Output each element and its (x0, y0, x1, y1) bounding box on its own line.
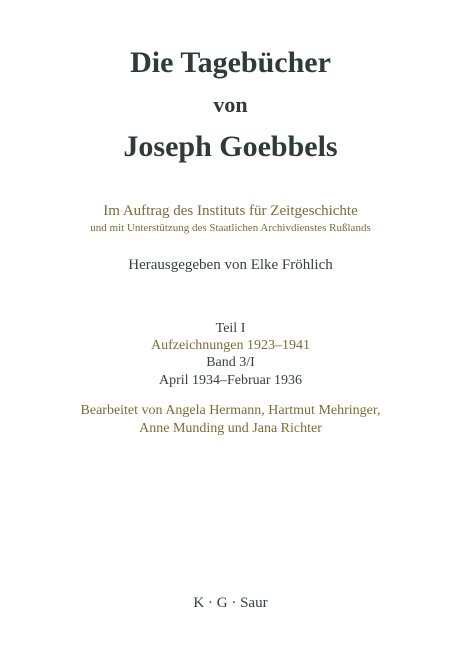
commission-line-1: Im Auftrag des Instituts für Zeitgeschichte (103, 203, 358, 219)
records-label: Aufzeichnungen 1923–1941 (150, 338, 311, 353)
contributors-line-2: Anne Munding und Jana Richter (139, 421, 322, 436)
commission-line-2: und mit Unterstützung des Staatlichen Archivdienstes Rußlands (90, 222, 371, 234)
title-line-2: von (213, 92, 248, 117)
band-label: Band 3/I (206, 355, 255, 370)
contributors-line-1: Bearbeitet von Angela Hermann, Hartmut Mehringer, (80, 403, 381, 418)
period-label: April 1934–Februar 1936 (158, 373, 303, 388)
title-line-1: Die Tagebücher (130, 46, 331, 79)
publisher-imprint: K · G · Saur (193, 595, 268, 611)
editor-line: Herausgegeben von Elke Fröhlich (128, 257, 333, 273)
part-label: Teil I (215, 321, 246, 336)
title-line-3: Joseph Goebbels (123, 130, 338, 163)
